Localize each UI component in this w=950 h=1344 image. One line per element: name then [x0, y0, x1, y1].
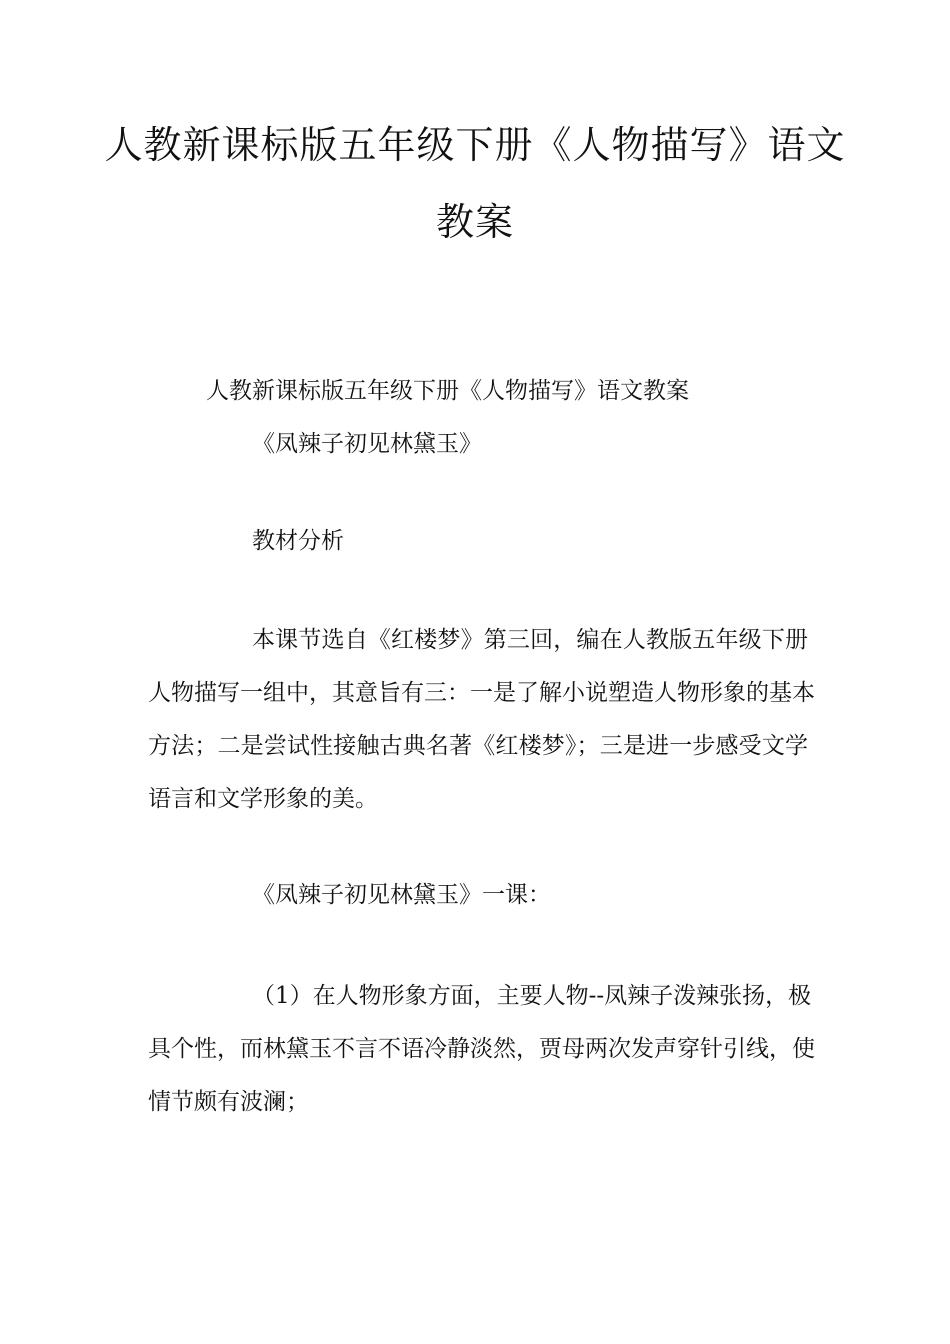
lesson-title: 《凤辣子初见林黛玉》: [252, 431, 482, 457]
section-heading-material-analysis: 教材分析: [252, 528, 344, 554]
paragraph-line: 语言和文学形象的美。: [148, 786, 378, 812]
paragraph-material-analysis: [148, 614, 815, 826]
paragraph-character-image: [148, 970, 815, 1129]
document-title-line-1: 人教新课标版五年级下册《人物描写》语文: [104, 123, 846, 167]
document-subtitle: 人教新课标版五年级下册《人物描写》语文教案: [206, 378, 689, 404]
paragraph-line: 方法；二是尝试性接触古典名著《红楼梦》；三是进一步感受文学: [148, 733, 808, 759]
lesson-intro: 《凤辣子初见林黛玉》一课：: [252, 882, 551, 908]
paragraph-line: 情节颇有波澜；: [148, 1089, 309, 1115]
paragraph-line: 具个性，而林黛玉不言不语冷静淡然，贾母两次发声穿针引线，使: [148, 1036, 815, 1062]
paragraph-line: 人物描写一组中，其意旨有三：一是了解小说塑造人物形象的基本: [148, 680, 815, 706]
paragraph-line: （1）在人物形象方面，主要人物--凤辣子泼辣张扬，极: [252, 983, 812, 1009]
paragraph-line: 本课节选自《红楼梦》第三回，编在人教版五年级下册: [252, 627, 808, 653]
document-title-line-2: 教案: [435, 200, 514, 244]
